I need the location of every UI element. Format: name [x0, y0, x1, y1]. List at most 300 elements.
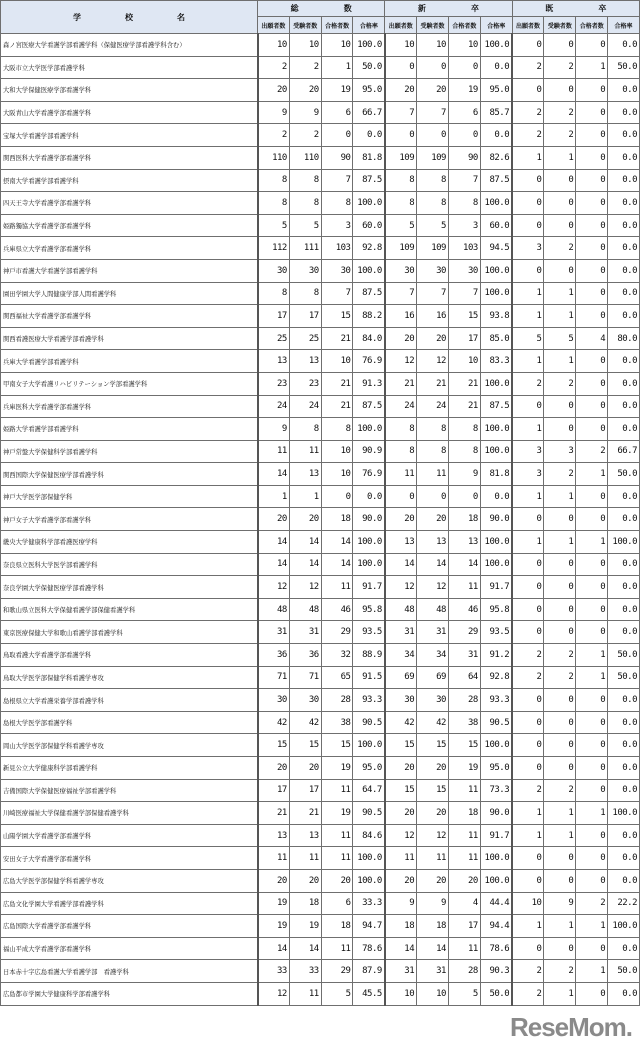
count-cell: 20 [417, 757, 449, 780]
pass-rate-cell: 100.0 [353, 531, 385, 554]
count-cell: 0 [576, 169, 608, 192]
count-cell: 20 [258, 508, 290, 531]
count-cell: 112 [258, 237, 290, 260]
count-cell: 3 [544, 440, 576, 463]
pass-rate-cell: 90.5 [480, 711, 512, 734]
count-cell: 8 [258, 192, 290, 215]
count-cell: 8 [385, 169, 417, 192]
pass-rate-cell: 100.0 [353, 34, 385, 57]
count-cell: 1 [512, 531, 544, 554]
count-cell: 10 [512, 892, 544, 915]
pass-rate-cell: 91.7 [353, 576, 385, 599]
table-row [1, 101, 640, 124]
school-name-header [1, 1, 258, 34]
count-cell: 0 [576, 124, 608, 147]
pass-rate-cell: 87.9 [353, 960, 385, 983]
table-row [1, 621, 640, 644]
count-cell: 11 [448, 937, 480, 960]
pass-rate-cell: 100.0 [353, 259, 385, 282]
count-cell: 2 [544, 372, 576, 395]
school-name-cell: 神戸市看護大学看護学部看護学科 [1, 259, 258, 282]
count-cell: 36 [289, 644, 321, 667]
school-name-cell: 大阪市立大学医学部看護学科 [1, 56, 258, 79]
count-cell: 1 [544, 282, 576, 305]
count-cell: 8 [289, 418, 321, 441]
count-cell: 31 [289, 621, 321, 644]
count-cell: 21 [448, 372, 480, 395]
sub-column-header: 出願者数 [512, 17, 544, 34]
count-cell: 19 [289, 915, 321, 938]
count-cell: 0 [576, 79, 608, 102]
count-cell: 0 [576, 711, 608, 734]
table-row [1, 124, 640, 147]
pass-rate-cell: 100.0 [480, 869, 512, 892]
count-cell: 0 [576, 689, 608, 712]
count-cell: 21 [321, 327, 353, 350]
pass-rate-cell: 93.8 [480, 305, 512, 328]
count-cell: 36 [258, 644, 290, 667]
count-cell: 9 [258, 101, 290, 124]
count-cell: 20 [417, 508, 449, 531]
school-name-cell: 和歌山県立医科大学保健看護学部保健看護学科 [1, 598, 258, 621]
count-cell: 11 [321, 824, 353, 847]
count-cell: 42 [258, 711, 290, 734]
table-row [1, 666, 640, 689]
group-header-new-grad [385, 1, 512, 17]
count-cell: 15 [321, 305, 353, 328]
pass-rate-cell: 0.0 [608, 553, 640, 576]
count-cell: 20 [258, 869, 290, 892]
count-cell: 17 [448, 915, 480, 938]
count-cell: 14 [385, 553, 417, 576]
table-row [1, 485, 640, 508]
count-cell: 8 [321, 418, 353, 441]
pass-rate-cell: 0.0 [608, 259, 640, 282]
count-cell: 19 [321, 79, 353, 102]
count-cell: 0 [576, 847, 608, 870]
count-cell: 28 [321, 689, 353, 712]
count-cell: 0 [576, 779, 608, 802]
school-name-cell: 兵庫大学看護学部看護学科 [1, 350, 258, 373]
count-cell: 12 [258, 576, 290, 599]
count-cell: 65 [321, 666, 353, 689]
count-cell: 0 [512, 508, 544, 531]
header-char: 総 [290, 4, 299, 13]
count-cell: 0 [576, 824, 608, 847]
count-cell: 11 [385, 847, 417, 870]
count-cell: 18 [448, 508, 480, 531]
count-cell: 0 [512, 79, 544, 102]
count-cell: 21 [321, 372, 353, 395]
school-name-cell: 兵庫県立大学看護学部看護学科 [1, 237, 258, 260]
pass-rate-cell: 95.8 [353, 598, 385, 621]
table-row [1, 214, 640, 237]
table-row [1, 982, 640, 1005]
school-name-cell: 東京医療保健大学和歌山看護学部看護学科 [1, 621, 258, 644]
count-cell: 20 [385, 802, 417, 825]
count-cell: 20 [289, 79, 321, 102]
count-cell: 0 [544, 869, 576, 892]
count-cell: 20 [417, 802, 449, 825]
pass-rate-cell: 95.0 [353, 79, 385, 102]
count-cell: 0 [448, 56, 480, 79]
school-name-cell: 摂南大学看護学部看護学科 [1, 169, 258, 192]
pass-rate-cell: 78.6 [353, 937, 385, 960]
count-cell: 7 [448, 282, 480, 305]
count-cell: 1 [576, 463, 608, 486]
school-name-cell: 神戸大学医学部保健学科 [1, 485, 258, 508]
pass-rate-cell: 0.0 [608, 34, 640, 57]
sub-column-header: 合格者数 [321, 17, 353, 34]
count-cell: 30 [258, 259, 290, 282]
table-row [1, 56, 640, 79]
count-cell: 29 [321, 621, 353, 644]
count-cell: 8 [258, 282, 290, 305]
count-cell: 15 [385, 779, 417, 802]
count-cell: 3 [321, 214, 353, 237]
count-cell: 0 [512, 734, 544, 757]
count-cell: 0 [544, 79, 576, 102]
pass-rate-cell: 50.0 [353, 56, 385, 79]
table-row [1, 192, 640, 215]
pass-rate-cell: 91.2 [480, 644, 512, 667]
count-cell: 33 [289, 960, 321, 983]
pass-rate-cell: 93.3 [480, 689, 512, 712]
count-cell: 0 [512, 847, 544, 870]
count-cell: 2 [512, 124, 544, 147]
pass-rate-cell: 0.0 [608, 869, 640, 892]
count-cell: 12 [289, 576, 321, 599]
count-cell: 30 [385, 259, 417, 282]
count-cell: 5 [258, 214, 290, 237]
count-cell: 8 [448, 440, 480, 463]
count-cell: 21 [385, 372, 417, 395]
count-cell: 14 [258, 553, 290, 576]
count-cell: 0 [512, 598, 544, 621]
count-cell: 1 [512, 485, 544, 508]
school-name-cell: 神戸常盤大学保健科学部看護学科 [1, 440, 258, 463]
count-cell: 12 [385, 824, 417, 847]
count-cell: 13 [289, 350, 321, 373]
count-cell: 0 [544, 576, 576, 599]
count-cell: 0 [576, 869, 608, 892]
school-name-cell: 安田女子大学看護学部看護学科 [1, 847, 258, 870]
school-name-cell: 鳥取大学医学部保健学科看護学専攻 [1, 666, 258, 689]
pass-rate-cell: 91.3 [353, 372, 385, 395]
count-cell: 24 [385, 395, 417, 418]
pass-rate-cell: 78.6 [480, 937, 512, 960]
count-cell: 2 [544, 56, 576, 79]
pass-rate-cell: 95.8 [480, 598, 512, 621]
pass-rate-cell: 66.7 [353, 101, 385, 124]
count-cell: 0 [576, 418, 608, 441]
count-cell: 20 [321, 869, 353, 892]
count-cell: 2 [258, 56, 290, 79]
pass-rate-cell: 100.0 [353, 869, 385, 892]
count-cell: 31 [258, 621, 290, 644]
header-char: 既 [545, 4, 554, 13]
count-cell: 20 [385, 757, 417, 780]
count-cell: 14 [258, 463, 290, 486]
count-cell: 3 [512, 237, 544, 260]
table-row [1, 440, 640, 463]
pass-rate-cell: 100.0 [353, 418, 385, 441]
pass-rate-cell: 0.0 [608, 847, 640, 870]
table-row [1, 869, 640, 892]
count-cell: 1 [321, 56, 353, 79]
table-row [1, 395, 640, 418]
count-cell: 1 [576, 644, 608, 667]
table-row [1, 508, 640, 531]
count-cell: 2 [512, 372, 544, 395]
count-cell: 34 [417, 644, 449, 667]
count-cell: 14 [385, 937, 417, 960]
table-row [1, 350, 640, 373]
pass-rate-cell: 90.0 [480, 802, 512, 825]
count-cell: 1 [576, 666, 608, 689]
count-cell: 18 [321, 915, 353, 938]
count-cell: 0 [448, 124, 480, 147]
pass-rate-cell: 0.0 [608, 146, 640, 169]
count-cell: 9 [289, 101, 321, 124]
count-cell: 8 [385, 440, 417, 463]
count-cell: 32 [321, 644, 353, 667]
count-cell: 13 [417, 531, 449, 554]
count-cell: 0 [448, 485, 480, 508]
count-cell: 0 [576, 982, 608, 1005]
sub-column-header: 受験者数 [544, 17, 576, 34]
count-cell: 20 [258, 79, 290, 102]
count-cell: 46 [448, 598, 480, 621]
count-cell: 20 [289, 757, 321, 780]
count-cell: 28 [448, 960, 480, 983]
table-row [1, 960, 640, 983]
header-char: 新 [417, 4, 426, 13]
pass-rate-cell: 87.5 [480, 395, 512, 418]
count-cell: 0 [544, 395, 576, 418]
count-cell: 15 [417, 734, 449, 757]
count-cell: 0 [544, 689, 576, 712]
count-cell: 14 [289, 531, 321, 554]
count-cell: 90 [321, 146, 353, 169]
count-cell: 10 [321, 350, 353, 373]
header-char: 卒 [471, 4, 480, 13]
school-name-cell: 山陽学園大学看護学部看護学科 [1, 824, 258, 847]
table-row [1, 327, 640, 350]
pass-rate-cell: 0.0 [608, 982, 640, 1005]
count-cell: 0 [544, 621, 576, 644]
table-row [1, 79, 640, 102]
count-cell: 2 [544, 237, 576, 260]
school-name-cell: 園田学園大学人間健康学部人間看護学科 [1, 282, 258, 305]
count-cell: 20 [289, 508, 321, 531]
pass-rate-cell: 0.0 [608, 779, 640, 802]
pass-rate-cell: 0.0 [608, 485, 640, 508]
count-cell: 1 [544, 305, 576, 328]
school-name-cell: 兵庫医科大学看護学部看護学科 [1, 395, 258, 418]
count-cell: 30 [289, 689, 321, 712]
pass-rate-cell: 60.0 [480, 214, 512, 237]
count-cell: 0 [512, 192, 544, 215]
pass-rate-cell: 81.8 [480, 463, 512, 486]
count-cell: 2 [576, 440, 608, 463]
count-cell: 12 [258, 982, 290, 1005]
resemom-logo: ReseMom. [509, 1012, 632, 1042]
pass-rate-cell: 64.7 [353, 779, 385, 802]
pass-rate-cell: 50.0 [608, 56, 640, 79]
count-cell: 3 [512, 463, 544, 486]
count-cell: 11 [321, 937, 353, 960]
table-row [1, 734, 640, 757]
count-cell: 8 [385, 418, 417, 441]
count-cell: 1 [576, 531, 608, 554]
count-cell: 0 [512, 576, 544, 599]
pass-rate-cell: 90.3 [480, 960, 512, 983]
count-cell: 29 [321, 960, 353, 983]
table-row [1, 824, 640, 847]
count-cell: 7 [417, 101, 449, 124]
count-cell: 64 [448, 666, 480, 689]
table-row [1, 553, 640, 576]
pass-rate-cell: 0.0 [608, 79, 640, 102]
pass-rate-cell: 0.0 [608, 282, 640, 305]
count-cell: 1 [544, 485, 576, 508]
count-cell: 17 [258, 779, 290, 802]
pass-rate-cell: 0.0 [608, 237, 640, 260]
count-cell: 24 [289, 395, 321, 418]
count-cell: 13 [258, 824, 290, 847]
count-cell: 20 [417, 327, 449, 350]
school-name-cell: 島根大学医学部看護学科 [1, 711, 258, 734]
pass-rate-cell: 100.0 [608, 531, 640, 554]
pass-rate-cell: 44.4 [480, 892, 512, 915]
pass-rate-cell: 100.0 [480, 192, 512, 215]
school-name-cell: 神戸女子大学看護学部看護学科 [1, 508, 258, 531]
count-cell: 2 [544, 124, 576, 147]
pass-rate-cell: 80.0 [608, 327, 640, 350]
count-cell: 42 [289, 711, 321, 734]
count-cell: 48 [417, 598, 449, 621]
count-cell: 18 [385, 915, 417, 938]
pass-rate-cell: 0.0 [608, 214, 640, 237]
count-cell: 11 [448, 779, 480, 802]
count-cell: 42 [417, 711, 449, 734]
count-cell: 90 [448, 146, 480, 169]
pass-rate-cell: 100.0 [480, 553, 512, 576]
count-cell: 1 [576, 802, 608, 825]
count-cell: 11 [289, 982, 321, 1005]
count-cell: 2 [544, 101, 576, 124]
count-cell: 0 [576, 757, 608, 780]
count-cell: 0 [512, 259, 544, 282]
count-cell: 38 [448, 711, 480, 734]
count-cell: 11 [448, 576, 480, 599]
school-name-cell: 大和大学保健医療学部看護学科 [1, 79, 258, 102]
table-row [1, 282, 640, 305]
count-cell: 21 [417, 372, 449, 395]
school-name-cell: 広島都市学園大学健康科学部看護学科 [1, 982, 258, 1005]
count-cell: 21 [448, 395, 480, 418]
count-cell: 10 [417, 34, 449, 57]
pass-rate-cell: 91.7 [480, 824, 512, 847]
count-cell: 0 [576, 237, 608, 260]
count-cell: 8 [417, 192, 449, 215]
pass-rate-cell: 0.0 [608, 689, 640, 712]
count-cell: 11 [417, 847, 449, 870]
count-cell: 0 [512, 689, 544, 712]
school-name-cell: 甲南女子大学看護リハビリテーション学部看護学科 [1, 372, 258, 395]
count-cell: 1 [289, 485, 321, 508]
count-cell: 1 [544, 531, 576, 554]
count-cell: 0 [417, 485, 449, 508]
count-cell: 0 [512, 553, 544, 576]
count-cell: 15 [258, 734, 290, 757]
school-name-cell: 岡山大学医学部保健学科看護学専攻 [1, 734, 258, 757]
count-cell: 31 [385, 621, 417, 644]
count-cell: 31 [385, 960, 417, 983]
table-row [1, 598, 640, 621]
count-cell: 24 [258, 395, 290, 418]
count-cell: 0 [576, 621, 608, 644]
table-row [1, 305, 640, 328]
count-cell: 8 [289, 192, 321, 215]
count-cell: 1 [258, 485, 290, 508]
count-cell: 0 [576, 937, 608, 960]
school-name-cell: 関西福祉大学看護学部看護学科 [1, 305, 258, 328]
count-cell: 0 [512, 937, 544, 960]
count-cell: 18 [448, 802, 480, 825]
pass-rate-cell: 22.2 [608, 892, 640, 915]
pass-rate-cell: 76.9 [353, 463, 385, 486]
count-cell: 21 [321, 395, 353, 418]
pass-rate-cell: 66.7 [608, 440, 640, 463]
count-cell: 19 [321, 757, 353, 780]
count-cell: 5 [385, 214, 417, 237]
count-cell: 0 [576, 553, 608, 576]
sub-column-header: 合格率 [608, 17, 640, 34]
count-cell: 0 [544, 508, 576, 531]
pass-rate-cell: 0.0 [608, 598, 640, 621]
count-cell: 110 [258, 146, 290, 169]
count-cell: 11 [321, 576, 353, 599]
count-cell: 1 [512, 282, 544, 305]
table-row [1, 463, 640, 486]
school-name-cell: 宝塚大学看護学部看護学科 [1, 124, 258, 147]
count-cell: 20 [417, 869, 449, 892]
pass-rate-cell: 0.0 [608, 711, 640, 734]
count-cell: 15 [448, 305, 480, 328]
pass-rate-cell: 95.0 [480, 757, 512, 780]
count-cell: 0 [544, 734, 576, 757]
table-row [1, 418, 640, 441]
table-row [1, 531, 640, 554]
count-cell: 0 [512, 395, 544, 418]
sub-column-header: 受験者数 [417, 17, 449, 34]
table-row [1, 237, 640, 260]
pass-rate-cell: 0.0 [608, 169, 640, 192]
table-row [1, 779, 640, 802]
count-cell: 9 [385, 892, 417, 915]
count-cell: 11 [321, 779, 353, 802]
pass-rate-cell: 87.5 [353, 395, 385, 418]
count-cell: 14 [258, 937, 290, 960]
count-cell: 109 [417, 237, 449, 260]
count-cell: 30 [321, 259, 353, 282]
count-cell: 19 [258, 892, 290, 915]
pass-rate-cell: 0.0 [608, 576, 640, 599]
count-cell: 11 [289, 847, 321, 870]
count-cell: 1 [544, 824, 576, 847]
